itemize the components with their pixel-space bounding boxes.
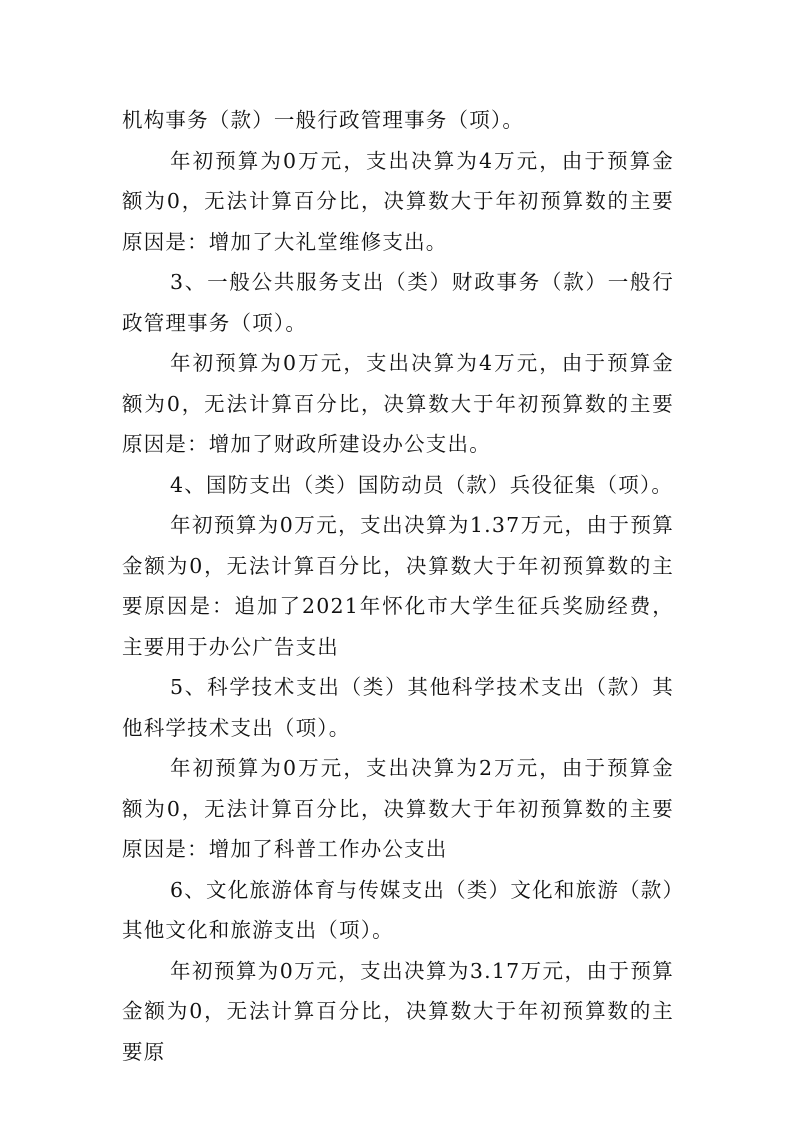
paragraph-continuation: 机构事务（款）一般行政管理事务（项）。 (122, 108, 525, 132)
paragraph-item-heading: 6、文化旅游体育与传媒支出（类）文化和旅游（款）其他文化和旅游支出（项）。 (122, 877, 674, 942)
paragraph-budget-note: 年初预算为0万元，支出决算为2万元，由于预算金额为0，无法计算百分比，决算数大于年初预算数的主要原因是：增加了科普工作办公支出 (122, 756, 674, 861)
paragraph-item-heading: 3、一般公共服务支出（类）财政事务（款）一般行政管理事务（项）。 (122, 270, 674, 335)
paragraph-item-heading: 5、科学技术支出（类）其他科学技术支出（款）其他科学技术支出（项）。 (122, 675, 674, 740)
paragraph-item-heading: 4、国防支出（类）国防动员（款）兵役征集（项）。 (170, 472, 674, 497)
paragraph-budget-note: 年初预算为0万元，支出决算为4万元，由于预算金额为0，无法计算百分比，决算数大于年初预算数的主要原因是：增加了大礼堂维修支出。 (122, 148, 674, 254)
paragraph-budget-note: 年初预算为0万元，支出决算为4万元，由于预算金额为0，无法计算百分比，决算数大于年初预算数的主要原因是：增加了财政所建设办公支出。 (122, 351, 674, 456)
body-text (122, 100, 674, 1072)
paragraph-budget-note: 年初预算为0万元，支出决算为1.37万元，由于预算金额为0，无法计算百分比，决算数大于年初预算数的主要原因是：追加了2021年怀化市大学生征兵奖励经费，主要用于办公广告支出 (122, 513, 674, 659)
paragraph-budget-note: 年初预算为0万元，支出决算为3.17万元，由于预算金额为0，无法计算百分比，决算数大于年初预算数的主要原 (122, 958, 674, 1064)
